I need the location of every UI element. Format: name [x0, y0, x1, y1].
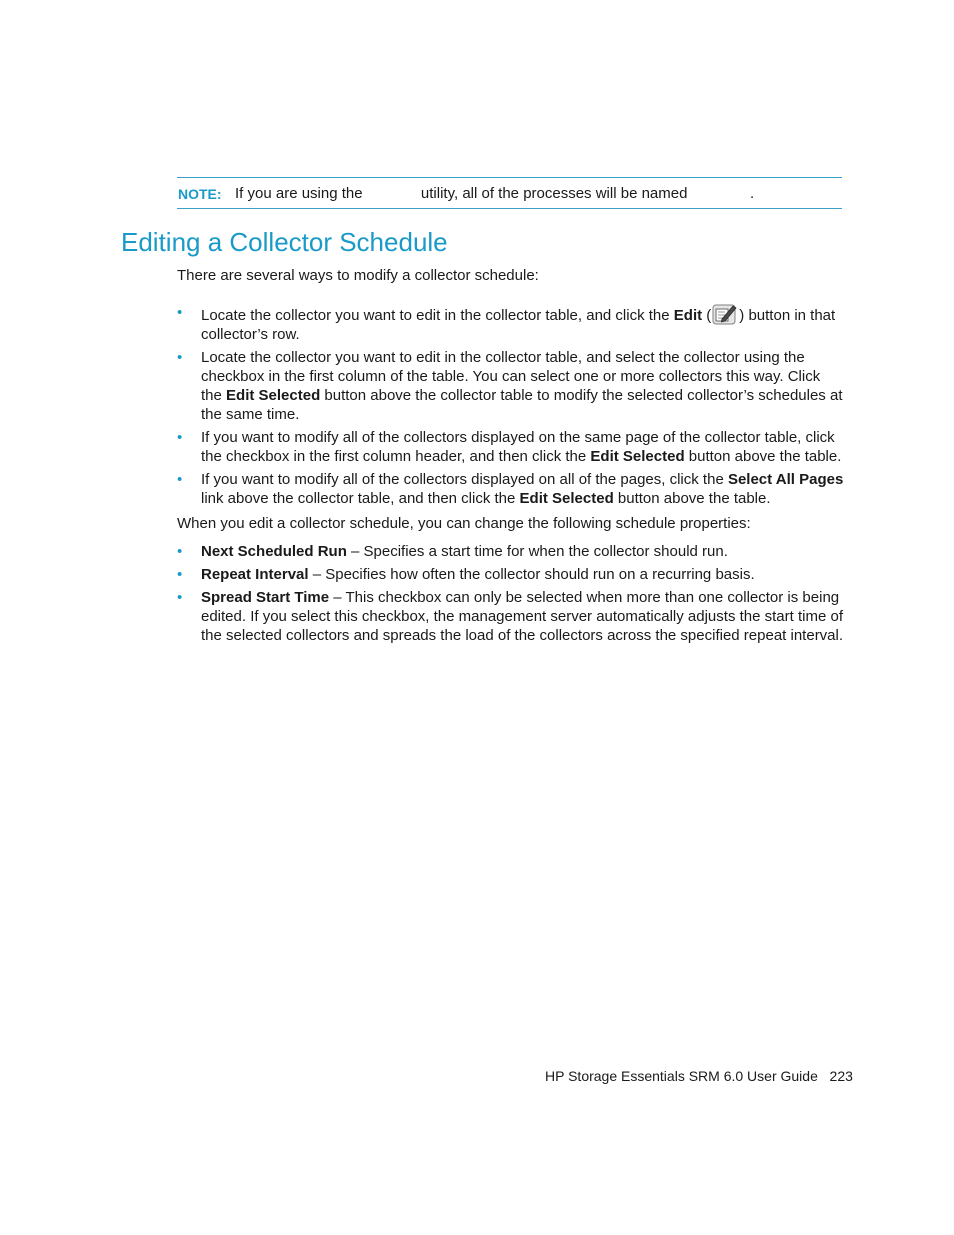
bullet-icon: • — [177, 566, 183, 583]
bullet-icon: • — [177, 349, 183, 366]
list-item: • Locate the collector you want to edit in the collector table, and select the collector using the checkbox in the first column of the table. You can select one or more collectors this way. Click the Edit Selected button above the collector table to modify the selected collector’s schedules at the same time. — [177, 349, 843, 423]
page-footer — [545, 1066, 853, 1086]
section-heading: Editing a Collector Schedule — [121, 227, 448, 257]
note-box — [177, 177, 842, 209]
section-intro: There are several ways to modify a collector schedule: — [177, 267, 539, 284]
list-item: • Spread Start Time – This checkbox can only be selected when more than one collector is being edited. If you select this checkbox, the management server automatically adjusts the start time of the selected collectors and spreads the load of the collectors across the specified repeat interval. — [177, 589, 844, 644]
bullet-icon: • — [177, 471, 183, 488]
list-item: • Locate the collector you want to edit in the collector table, and click the Edit ( ) button in that collector’s row. — [177, 304, 836, 343]
ways-list — [177, 303, 845, 508]
list-item: • If you want to modify all of the collectors displayed on the same page of the collector table, click the checkbox in the first column header, and then click the Edit Selected button above the table. — [177, 429, 842, 465]
footer-guide-title: HP Storage Essentials SRM 6.0 User Guide — [545, 1068, 818, 1084]
bullet-icon: • — [177, 589, 183, 606]
edit-icon — [712, 303, 738, 325]
properties-list — [177, 542, 845, 645]
list-item: • Next Scheduled Run – Specifies a start time for when the collector should run. — [177, 543, 728, 560]
note-text: If you are using the utility, all of the processes will be named . — [235, 185, 755, 202]
bullet-icon: • — [177, 429, 183, 446]
list-item: • If you want to modify all of the collectors displayed on all of the pages, click the Select All Pages link above the collector table, and then click the Edit Selected button above the table. — [177, 471, 844, 507]
list-item: • Repeat Interval – Specifies how often the collector should run on a recurring basis. — [177, 566, 755, 583]
bullet-icon: • — [177, 543, 183, 560]
properties-intro: When you edit a collector schedule, you can change the following schedule properties: — [177, 515, 751, 532]
note-label: NOTE: — [178, 186, 222, 202]
page-number: 223 — [829, 1068, 853, 1084]
bullet-icon: • — [177, 304, 183, 321]
